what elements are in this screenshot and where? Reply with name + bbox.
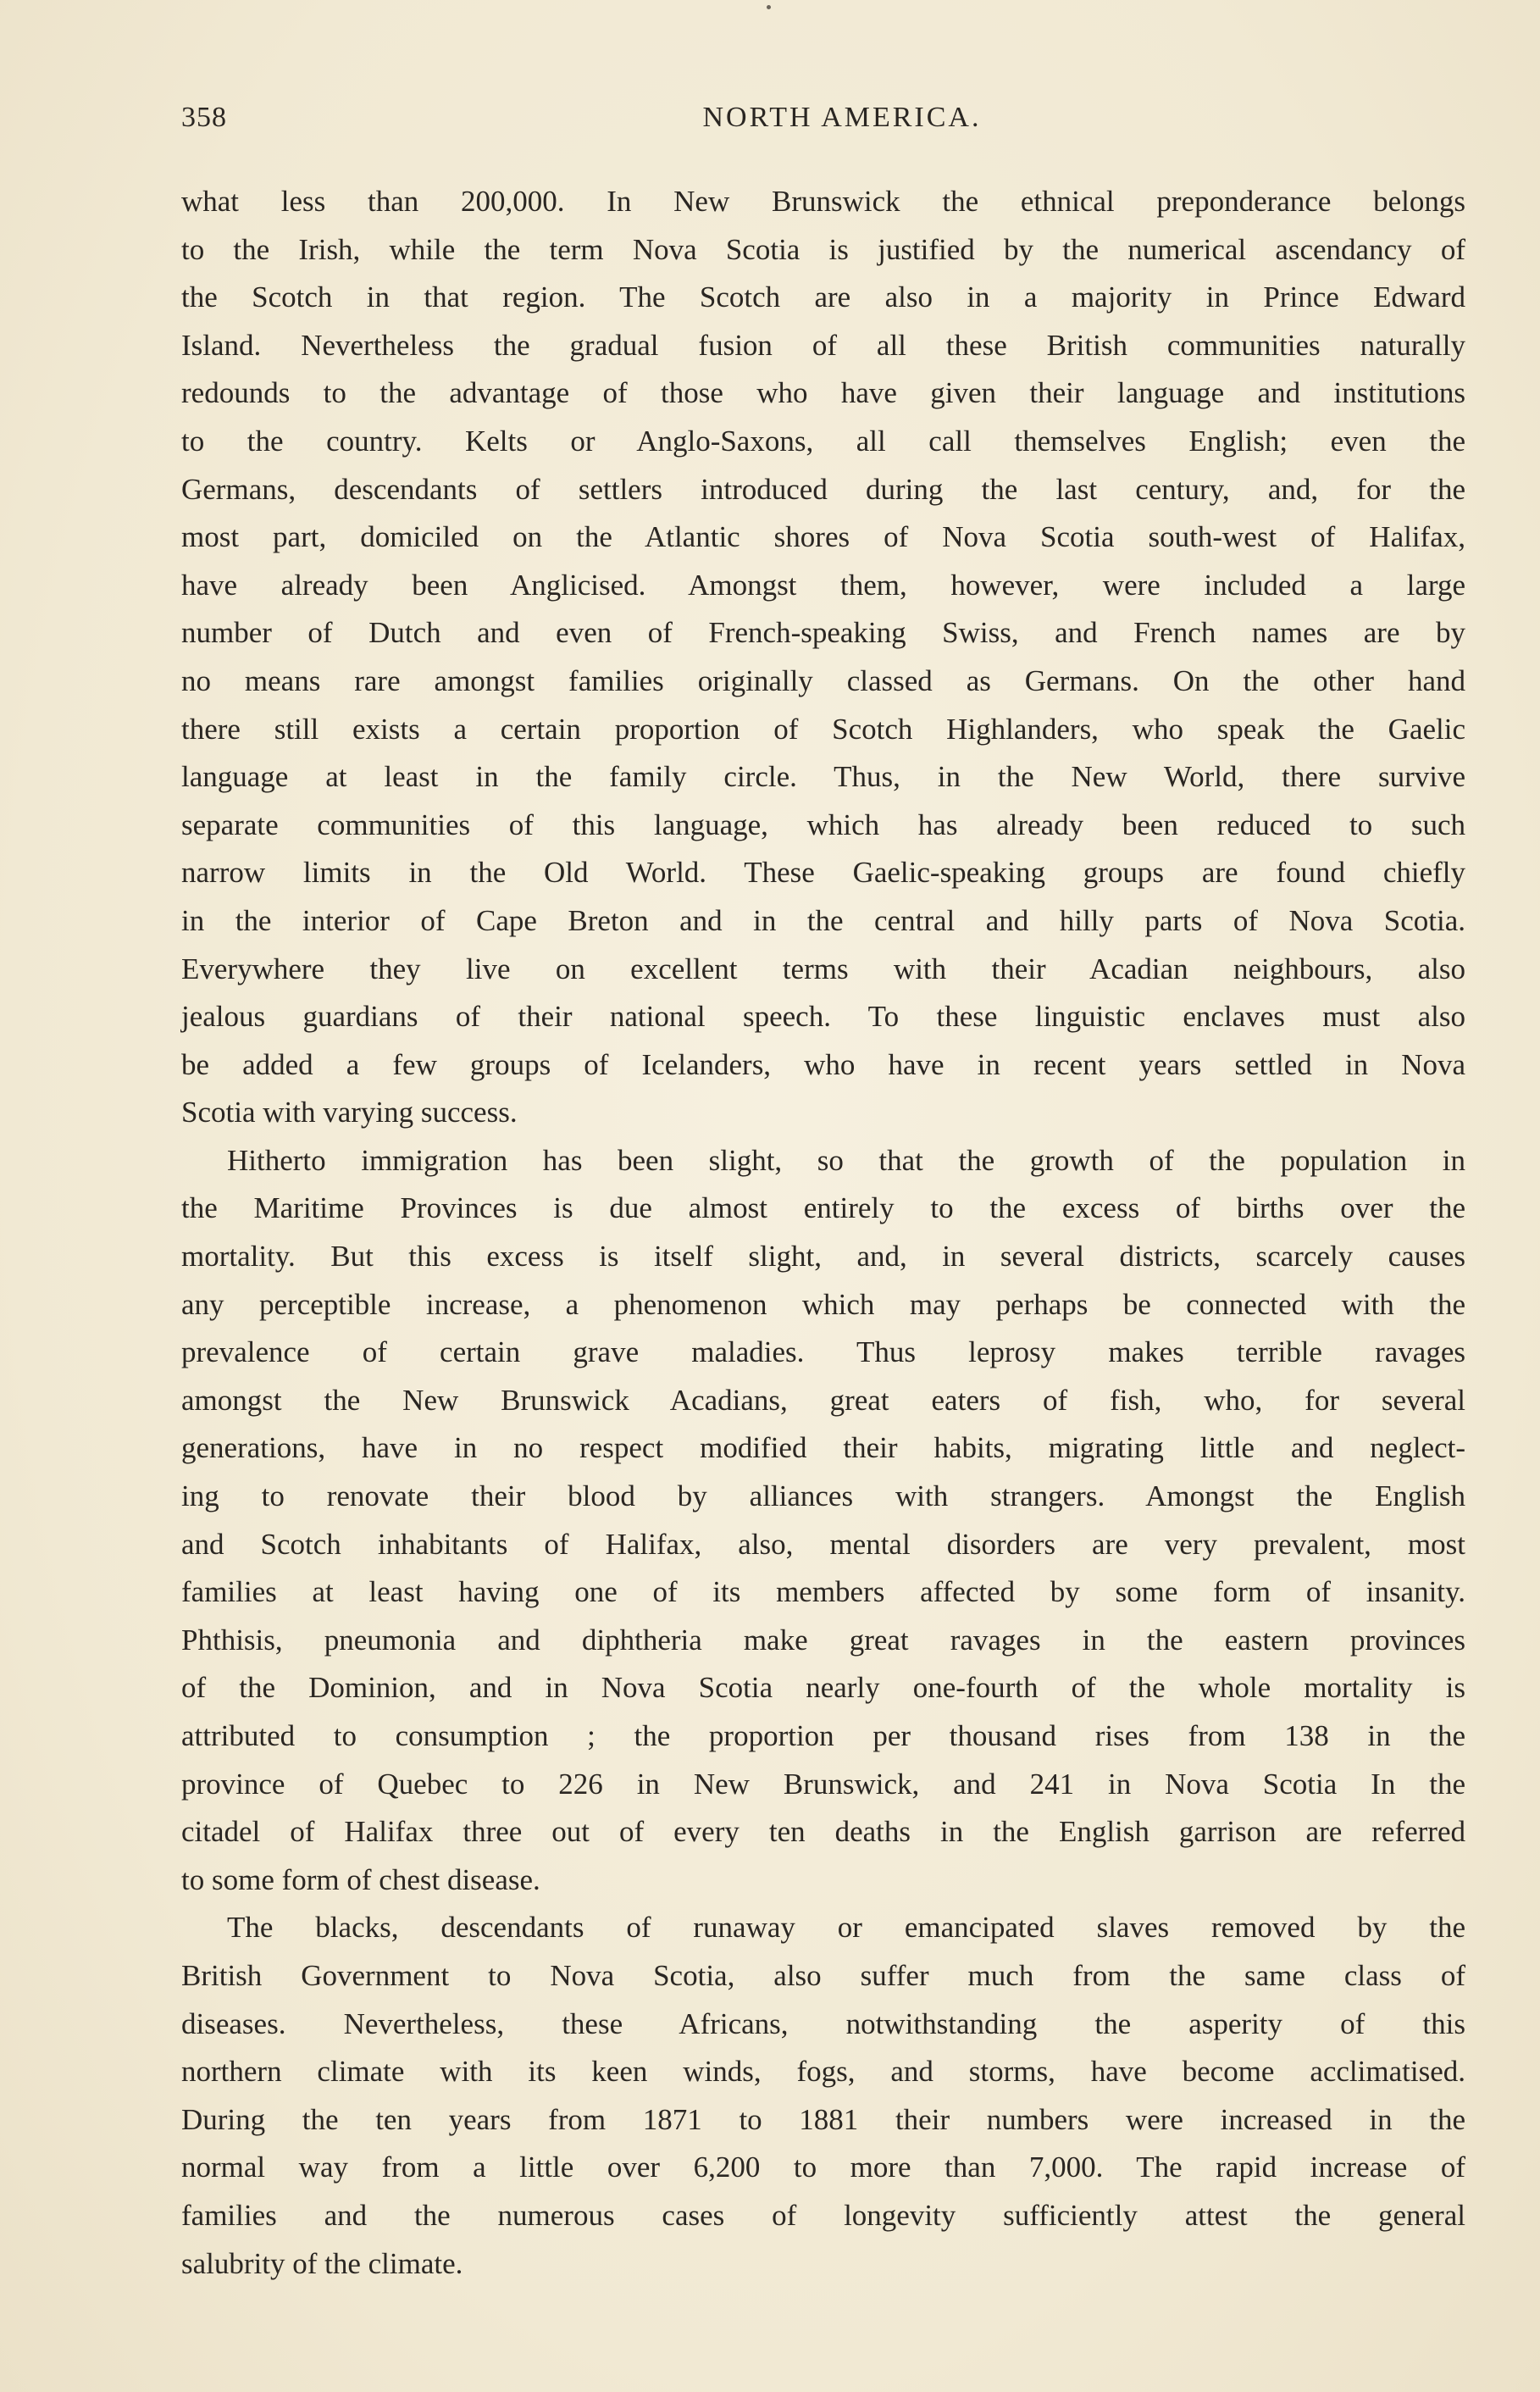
text-line: amongst the New Brunswick Acadians, great eaters of fish, who, for several <box>181 1383 1465 1417</box>
text-line: number of Dutch and even of French-speaking Swiss, and French names are by <box>181 616 1465 650</box>
text-line: British Government to Nova Scotia, also suffer much from the same class of <box>181 1958 1465 1992</box>
page-header <box>181 102 1469 153</box>
text-line: salubrity of the climate. <box>181 2246 463 2280</box>
text-line: jealous guardians of their national speech. To these linguistic enclaves must also <box>181 1000 1465 1034</box>
text-line: what less than 200,000. In New Brunswick the ethnical preponderance belongs <box>181 185 1465 218</box>
text-line: any perceptible increase, a phenomenon which may perhaps be connected with the <box>181 1287 1465 1321</box>
text-line: families and the numerous cases of longevity sufficiently attest the general <box>181 2198 1465 2232</box>
text-line: generations, have in no respect modified their habits, migrating little and neglect- <box>181 1431 1465 1465</box>
text-line: the Scotch in that region. The Scotch are also in a majority in Prince Edward <box>181 280 1465 314</box>
text-line: the Maritime Provinces is due almost entirely to the excess of births over the <box>181 1191 1465 1225</box>
text-line: northern climate with its keen winds, fogs, and storms, have become acclimatised. <box>181 2055 1465 2089</box>
text-line: to some form of chest disease. <box>181 1862 540 1896</box>
text-line: Everywhere they live on excellent terms with their Acadian neighbours, also <box>181 952 1465 985</box>
text-line: Island. Nevertheless the gradual fusion of all these British communities naturally <box>181 328 1465 362</box>
text-line: mortality. But this excess is itself slight, and, in several districts, scarcely causes <box>181 1240 1465 1274</box>
paragraph <box>181 178 1465 1137</box>
text-line: attributed to consumption ; the proportion per thousand rises from 138 in the <box>181 1719 1465 1752</box>
text-line: families at least having one of its members affected by some form of insanity. <box>181 1575 1465 1609</box>
print-speck <box>767 5 771 9</box>
text-line: in the interior of Cape Breton and in the central and hilly parts of Nova Scotia. <box>181 903 1465 937</box>
text-line: separate communities of this language, which has already been reduced to such <box>181 808 1465 841</box>
text-line: narrow limits in the Old World. These Gaelic-speaking groups are found chiefly <box>181 856 1465 890</box>
text-line: to the Irish, while the term Nova Scotia is justified by the numerical ascendancy of <box>181 232 1465 266</box>
paragraph <box>181 1137 1465 1905</box>
text-line: Hitherto immigration has been slight, so that the growth of the population in <box>227 1143 1465 1177</box>
text-line: prevalence of certain grave maladies. Thus leprosy makes terrible ravages <box>181 1335 1465 1369</box>
text-line: The blacks, descendants of runaway or emancipated slaves removed by the <box>227 1911 1465 1945</box>
text-line: no means rare amongst families originally classed as Germans. On the other hand <box>181 663 1465 697</box>
text-line: there still exists a certain proportion of Scotch Highlanders, who speak the Gaelic <box>181 712 1465 746</box>
text-line: normal way from a little over 6,200 to more than 7,000. The rapid increase of <box>181 2151 1465 2184</box>
text-line: redounds to the advantage of those who have given their language and institutions <box>181 376 1465 410</box>
text-line: ing to renovate their blood by alliances with strangers. Amongst the English <box>181 1479 1465 1513</box>
text-line: of the Dominion, and in Nova Scotia nearly one-fourth of the whole mortality is <box>181 1671 1465 1705</box>
text-line: Phthisis, pneumonia and diphtheria make great ravages in the eastern provinces <box>181 1623 1465 1657</box>
page-number: 358 <box>181 102 227 133</box>
running-head: NORTH AMERICA. <box>702 102 982 133</box>
text-line: to the country. Kelts or Anglo-Saxons, all call themselves English; even the <box>181 424 1465 458</box>
body-text <box>181 178 1465 2288</box>
paragraph <box>181 1904 1465 2288</box>
text-line: Scotia with varying success. <box>181 1096 518 1129</box>
text-line: language at least in the family circle. Thus, in the New World, there survive <box>181 760 1465 794</box>
text-line: most part, domiciled on the Atlantic shores of Nova Scotia south-west of Halifax, <box>181 520 1465 554</box>
text-line: Germans, descendants of settlers introduced during the last century, and, for the <box>181 472 1465 506</box>
text-line: diseases. Nevertheless, these Africans, notwithstanding the asperity of this <box>181 2006 1465 2040</box>
text-line: be added a few groups of Icelanders, who have in recent years settled in Nova <box>181 1047 1465 1081</box>
text-line: and Scotch inhabitants of Halifax, also, mental disorders are very prevalent, most <box>181 1527 1465 1561</box>
text-line: During the ten years from 1871 to 1881 their numbers were increased in the <box>181 2102 1465 2136</box>
text-line: citadel of Halifax three out of every ten deaths in the English garrison are referred <box>181 1815 1465 1849</box>
text-line: province of Quebec to 226 in New Brunswick, and 241 in Nova Scotia In the <box>181 1767 1465 1801</box>
text-line: have already been Anglicised. Amongst them, however, were included a large <box>181 568 1465 602</box>
